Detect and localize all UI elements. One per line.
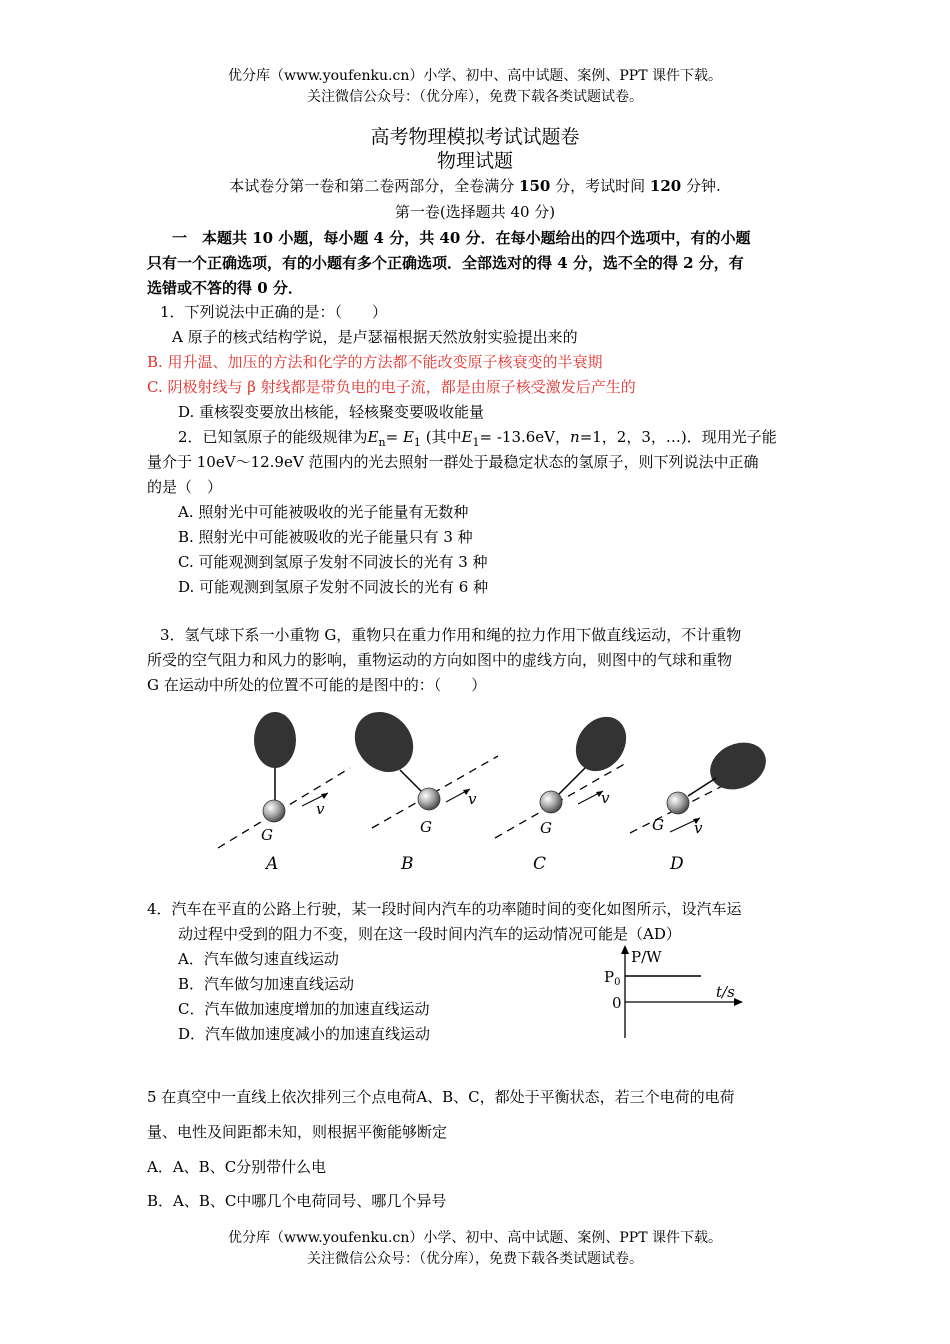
- q3-stem-line3: G 在运动中所处的位置不可能的是图中的：（ ）: [147, 676, 487, 694]
- q2-stem-b: (其中: [425, 428, 462, 446]
- q2-stem-line1: [178, 425, 777, 450]
- exam-title: 高考物理模拟考试试题卷: [370, 126, 580, 148]
- page-header-line2: 关注微信公众号：（优分库），免费下载各类试题试卷。: [307, 89, 643, 105]
- q2-option-b: B. 照射光中可能被吸收的光子能量只有 3 种: [178, 528, 473, 546]
- graph-p0-label: [604, 968, 620, 988]
- q1-stem: 1．下列说法中正确的是：（ ）: [160, 303, 388, 321]
- q4-option-a: A．汽车做匀速直线运动: [178, 950, 339, 968]
- panel-c-g: G: [540, 819, 552, 837]
- panel-a-weight: [263, 800, 285, 822]
- panel-d-v: v: [694, 819, 703, 837]
- q1-option-d: D. 重核裂变要放出核能，轻核聚变要吸收能量: [178, 403, 485, 421]
- q2-e1-sub: 1: [413, 436, 421, 449]
- q2-option-a: A. 照射光中可能被吸收的光子能量有无数种: [178, 503, 469, 521]
- exam-subtitle: 物理试题: [436, 150, 513, 172]
- panel-d-label: D: [670, 854, 684, 874]
- panel-c-weight: [540, 791, 562, 813]
- q2-stem-a: 2．已知氢原子的能级规律为: [178, 428, 368, 446]
- q2-eq: =: [385, 428, 399, 446]
- full-score: 150: [519, 177, 551, 195]
- panel-b-balloon: [343, 700, 426, 784]
- balloon-figure: [200, 700, 800, 880]
- intro-text-c: 分钟.: [686, 177, 721, 195]
- q2-en-sub: n: [378, 436, 386, 449]
- panel-c-balloon: [566, 707, 637, 781]
- instructions-line3: 选错或不答的得 0 分．: [147, 279, 303, 297]
- q2-e1-again-sub: 1: [472, 436, 480, 449]
- q2-e1: E: [402, 428, 414, 446]
- exam-time: 120: [649, 177, 682, 195]
- panel-b-g: G: [420, 818, 432, 836]
- q2-stem-d: =1，2，3，…)．现用光子能: [579, 428, 777, 446]
- panel-b-label: B: [401, 854, 414, 874]
- panel-a: [218, 712, 350, 874]
- q4-option-d: D．汽车做加速度减小的加速直线运动: [178, 1025, 431, 1043]
- panel-c-v: v: [601, 789, 610, 807]
- panel-d-rope: [688, 778, 716, 796]
- q1-option-b: B. 用升温、加压的方法和化学的方法都不能改变原子核衰变的半衰期: [147, 353, 603, 371]
- q4-stem-line1: 4．汽车在平直的公路上行驶，某一段时间内汽车的功率随时间的变化如图所示，设汽车运: [147, 900, 742, 918]
- graph-x-arrow: [734, 998, 743, 1006]
- q2-option-d: D. 可能观测到氢原子发射不同波长的光有 6 种: [178, 578, 489, 596]
- graph-p0-main: P: [604, 968, 615, 986]
- instructions-line1: 一 本题共 10 小题，每小题 4 分，共 40 分．在每小题给出的四个选项中，有的小题: [172, 229, 751, 247]
- q2-option-c: C. 可能观测到氢原子发射不同波长的光有 3 种: [178, 553, 488, 571]
- q2-e1-again: E: [461, 428, 473, 446]
- panel-a-v: v: [316, 800, 325, 818]
- q2-stem-c: = -13.6eV，: [479, 428, 571, 446]
- panel-d: [630, 734, 774, 874]
- exam-intro: [0, 174, 950, 199]
- q3-stem-line2: 所受的空气阻力和风力的影响，重物运动的方向如图中的虚线方向，则图中的气球和重物: [147, 651, 733, 669]
- panel-d-weight: [667, 792, 689, 814]
- q1-option-c: C. 阴极射线与 β 射线都是带负电的电子流，都是由原子核受激发后产生的: [147, 378, 636, 396]
- panel-c-label: C: [533, 854, 547, 874]
- q2-stem-line3: 的是（ ）: [147, 478, 223, 496]
- q1-option-a: A 原子的核式结构学说，是卢瑟福根据天然放射实验提出来的: [172, 328, 578, 346]
- panel-b: [343, 700, 498, 874]
- q5-option-b: B．A、B、C中哪几个电荷同号、哪几个异号: [147, 1192, 447, 1210]
- q5-stem-line2: 量、电性及间距都未知，则根据平衡能够断定: [147, 1123, 448, 1141]
- power-time-graph: [590, 942, 760, 1042]
- q3-stem-line1: 3．氢气球下系一小重物 G，重物只在重力作用和绳的拉力作用下做直线运动，不计重物: [160, 626, 742, 644]
- intro-text-a: 本试卷分第一卷和第二卷两部分，全卷满分: [229, 177, 515, 195]
- q4-option-b: B．汽车做匀加速直线运动: [178, 975, 355, 993]
- graph-origin-label: 0: [612, 994, 622, 1012]
- panel-c-rope: [558, 768, 585, 795]
- q5-stem-line1: 5 在真空中一直线上依次排列三个点电荷A、B、C，都处于平衡状态，若三个电荷的电荷: [147, 1088, 735, 1106]
- q4-option-c: C．汽车做加速度增加的加速直线运动: [178, 1000, 430, 1018]
- intro-text-b: 分，考试时间: [555, 177, 646, 195]
- q5-option-a: A．A、B、C分别带什么电: [147, 1158, 327, 1176]
- panel-b-rope: [400, 770, 422, 792]
- panel-a-balloon: [254, 712, 296, 768]
- panel-d-balloon: [702, 734, 773, 798]
- instructions-line2: 只有一个正确选项，有的小题有多个正确选项．全部选对的得 4 分，选不全的得 2 分，有: [147, 254, 744, 272]
- graph-x-label: t/s: [716, 983, 735, 1001]
- panel-a-label: A: [266, 854, 279, 874]
- q2-stem-line2: 量介于 10eV～12.9eV 范围内的光去照射一群处于最稳定状态的氢原子，则下列说法中正确: [147, 453, 759, 471]
- q2-en: E: [367, 428, 379, 446]
- part1-heading: 第一卷(选择题共 40 分): [394, 203, 556, 221]
- graph-y-label: P/W: [631, 948, 662, 966]
- graph-p0-sub: 0: [614, 977, 621, 988]
- panel-a-g: G: [261, 826, 273, 844]
- page-header-line1: 优分库（www.youfenku.cn）小学、初中、高中试题、案例、PPT 课件下载。: [227, 68, 722, 84]
- panel-d-g: G: [652, 816, 664, 834]
- page-footer-line1: 优分库（www.youfenku.cn）小学、初中、高中试题、案例、PPT 课件下载。: [227, 1230, 722, 1246]
- panel-c: [495, 707, 636, 874]
- q4-stem-line2: 动过程中受到的阻力不变，则在这一段时间内汽车的运动情况可能是（AD）: [178, 925, 681, 943]
- panel-b-weight: [418, 788, 440, 810]
- q2-n-var: n: [570, 428, 580, 446]
- panel-b-v: v: [468, 790, 477, 808]
- graph-y-arrow: [621, 945, 629, 954]
- page-footer-line2: 关注微信公众号：（优分库），免费下载各类试题试卷。: [307, 1251, 643, 1267]
